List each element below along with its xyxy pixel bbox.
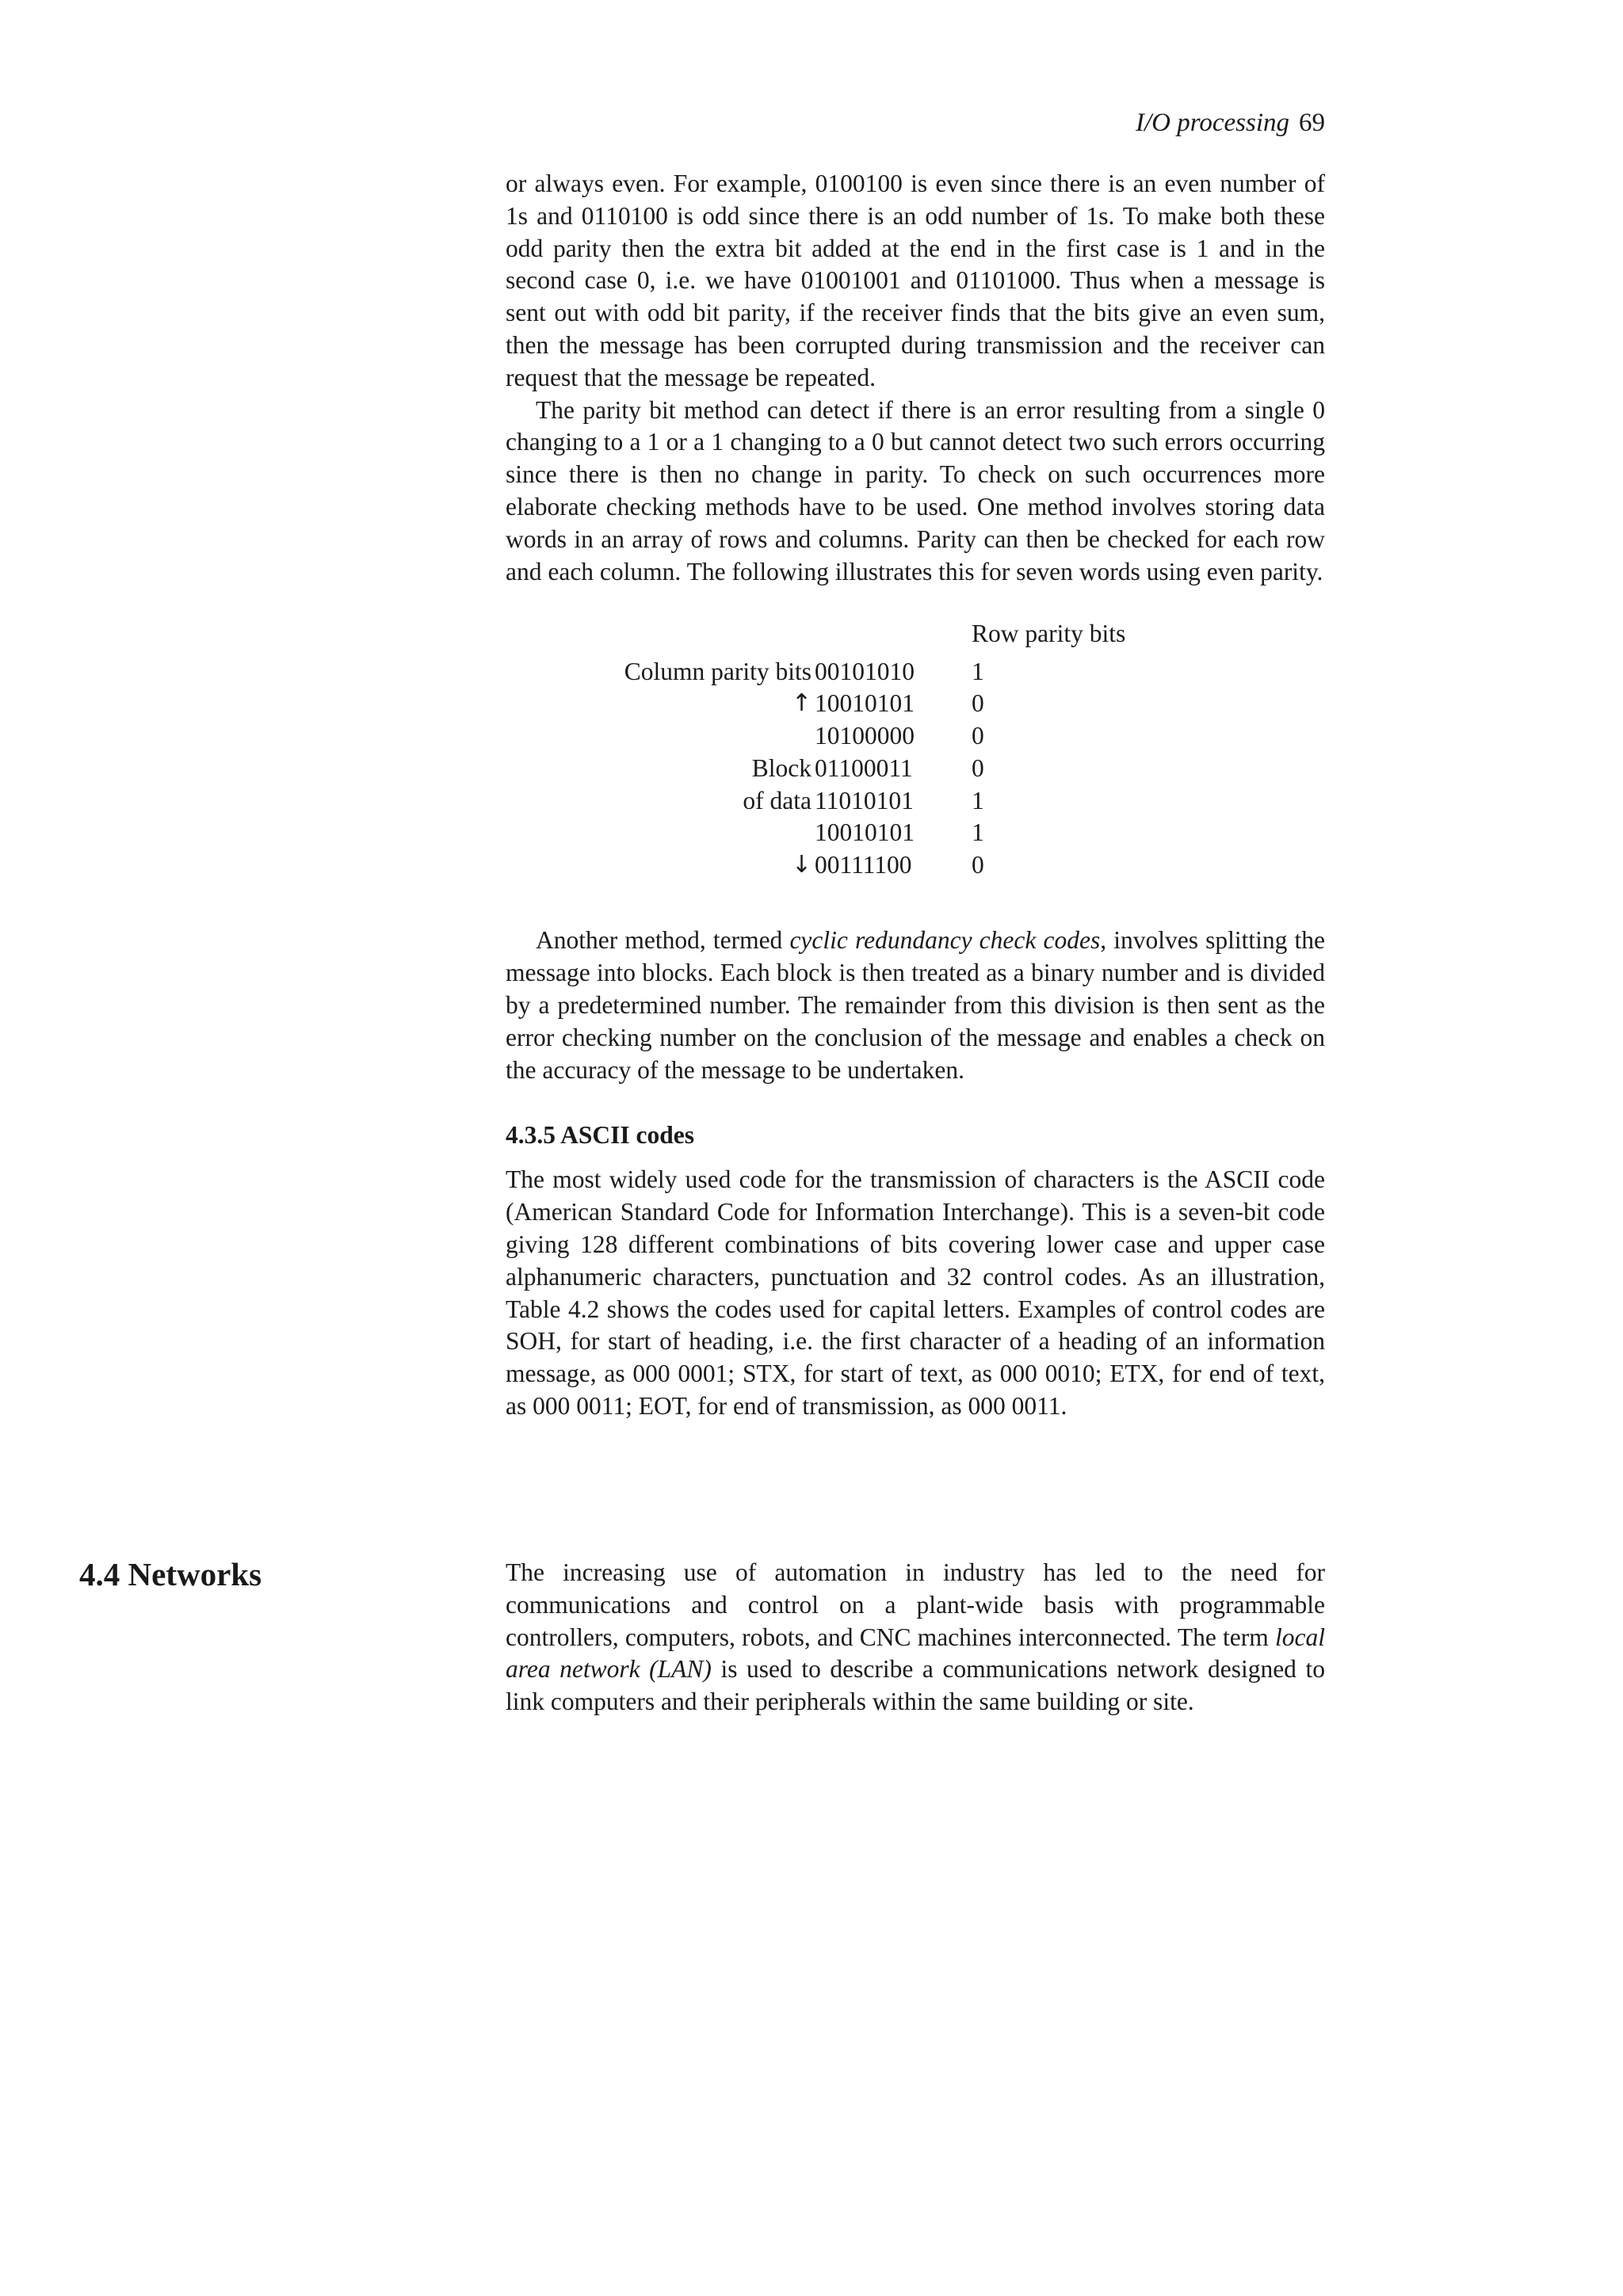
block-label: Block (751, 754, 812, 783)
running-header-title: I/O processing (1135, 109, 1289, 137)
of-data-label: of data (743, 787, 812, 815)
up-arrow-icon: ↑ (791, 689, 812, 718)
paragraph-parity-method: The parity bit method can detect if there is an error resulting from a single 0 changing to a 1 or a 1 changing to a 0 but cannot detect two such errors occurring since there is then no change in parity. To check on such occurrences more elaborate checking methods have to be used. One method involves storing data words in an array of rows and columns. Parity can then be checked for each row and each column. The following illustrates this for seven words using even parity. (506, 395, 1325, 585)
data-word: 00101010 (815, 658, 915, 686)
paragraph-crc (506, 925, 1325, 1086)
parity-table (506, 618, 1325, 891)
section-title-networks: 4.4 Networks (79, 1556, 262, 1592)
down-arrow-icon: ↓ (791, 851, 812, 879)
column-parity-label: Column parity bits (624, 658, 812, 686)
row-parity-bit: 1 (972, 658, 984, 686)
row-parity-bit: 0 (972, 722, 984, 750)
row-parity-bit: 1 (972, 818, 984, 847)
data-word: 10100000 (815, 722, 915, 750)
data-word: 11010101 (815, 787, 914, 815)
paragraph-parity-intro: or always even. For example, 0100100 is even since there is an even number of 1s and 0110100 is odd since there is an odd number of 1s. To make both these odd parity then the extra bit added at the end in the first case is 1 and in the second case 0, i.e. we have 01001001 and 01101000. Thus when a message is sent out with odd bit parity, if the receiver finds that the bits give an even sum, then the message has been corrupted during transmission and the receiver can request that the message be repeated. (506, 170, 1325, 391)
lan-term: local area network (LAN) (506, 1623, 1325, 1684)
page-number: 69 (1299, 109, 1325, 137)
subsection-title-ascii: 4.3.5 ASCII codes (506, 1121, 695, 1150)
row-parity-bit: 0 (972, 851, 984, 879)
row-parity-label: Row parity bits (972, 620, 1126, 648)
row-parity-bit: 0 (972, 754, 984, 783)
networks-text-end: is used to describe a communications network designed to link computers and their peripherals within the same building or site. (506, 1655, 1325, 1716)
crc-text-start: Another method, termed (536, 926, 790, 955)
data-word: 01100011 (815, 754, 913, 783)
main-text-column (506, 168, 1325, 1423)
row-parity-bit: 0 (972, 689, 984, 718)
networks-text-start: The increasing use of automation in industry has led to the need for communications and control on a plant-wide basis with programmable controllers, computers, robots, and CNC machines interconnected. The term (506, 1558, 1325, 1651)
crc-text-end: , involves splitting the message into blocks. Each block is then treated as a binary number and is divided by a predetermined number. The remainder from this division is then sent as the error checking number on the conclusion of the message and enables a check on the accuracy of the message to be undertaken. (506, 926, 1325, 1084)
row-parity-bit: 1 (972, 787, 984, 815)
paragraph-ascii: The most widely used code for the transmission of characters is the ASCII code (American Standard Code for Information Interchange). This is a seven-bit code giving 128 different combinations of bits covering lower case and upper case alphanumeric characters, punctuation and 32 control codes. As an illustration, Table 4.2 shows the codes used for capital letters. Examples of control codes are SOH, for start of heading, i.e. the first character of a heading of an information message, as 000 0001; STX, for start of text, as 000 0010; ETX, for end of text, as 000 0011; EOT, for end of transmission, as 000 0011. (506, 1165, 1325, 1420)
running-header (1136, 107, 1325, 139)
paragraph-networks (506, 1557, 1325, 1718)
data-word: 10010101 (815, 818, 915, 847)
crc-term: cyclic redundancy check codes (789, 926, 1101, 955)
data-word: 10010101 (815, 689, 915, 718)
data-word: 00111100 (815, 851, 912, 879)
